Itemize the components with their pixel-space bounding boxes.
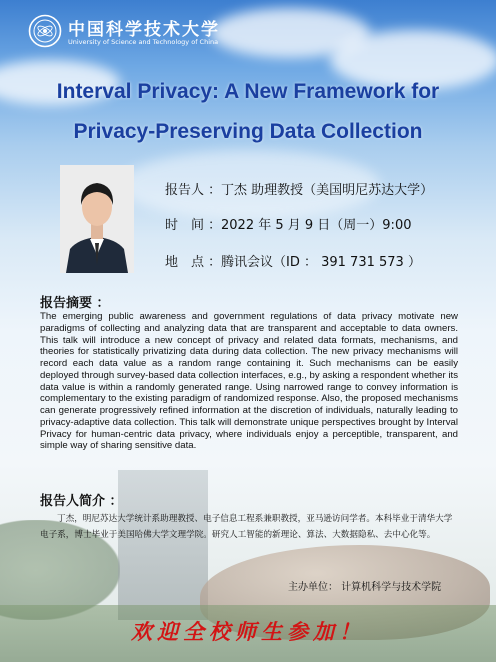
bio-text: 丁杰，明尼苏达大学统计系助理教授、电子信息工程系兼职教授，亚马逊访问学者。本科毕业于清华大学电子系，博士毕业于美国哈佛大学文理学院。研究人工智能的新理论、算法、大数据隐私、去中心化等。 (40, 514, 453, 540)
university-emblem-icon (28, 14, 62, 48)
location-value: 腾讯会议（ID ： 391 731 573 ） (221, 255, 421, 270)
speaker-row (165, 179, 433, 198)
abstract-text: The emerging public awareness and government regulations of data privacy motivate new paradigms of collecting and analyzing data that are transparent and acceptable to data owners. This talk will introduce a new concept of privacy and related data formats, mechanisms, and theories for statistically privatizing data during data collection. The new privacy mechanisms will record each data value as a random range containing it. Such mechanisms can be easily deployed through survey-based data collection interfaces, e.g., by asking a respondent whether its data value is within a randomly generated range. Using narrowed range to convey information is complementary to the existing paradigm of randomized response. Also, the proposed mechanisms can generate progressively refined information at the discretion of individuals, naturally leading to privacy-adaptive data collection. This talk will demonstrate unique perspectives brought by Interval Privacy for human-centric data privacy, where individuals enjoy a perceptible, transparent, and simple way of sharing sensitive data. (40, 311, 458, 452)
bio-heading: 报告人简介 ： (40, 494, 123, 509)
background-building (118, 470, 208, 620)
time-value: 2022 年 5 月 9 日（周一）9:00 (221, 218, 412, 233)
talk-title-line2: Privacy-Preserving Data Collection (73, 120, 423, 143)
speaker-label: 报告人 ： (165, 183, 222, 198)
time-label: 时 间 ： (165, 218, 222, 233)
speaker-value: 丁杰 助理教授（美国明尼苏达大学） (221, 183, 434, 198)
abstract-heading: 报告摘要 ： (40, 296, 110, 311)
university-name-cn: 中国科学技术大学 (68, 20, 220, 40)
location-row (165, 251, 421, 270)
location-label: 地 点 ： (165, 255, 222, 270)
university-logo (28, 14, 228, 50)
host-organizer: 主办单位： 计算机科学与技术学院 (288, 582, 442, 593)
talk-title-line1: Interval Privacy: A New Framework for (56, 80, 440, 103)
university-name-en: University of Science and Technology of China (68, 38, 219, 46)
speaker-photo (60, 165, 134, 273)
time-row (165, 214, 411, 233)
welcome-banner: 欢迎全校师生参加！ (131, 619, 365, 644)
